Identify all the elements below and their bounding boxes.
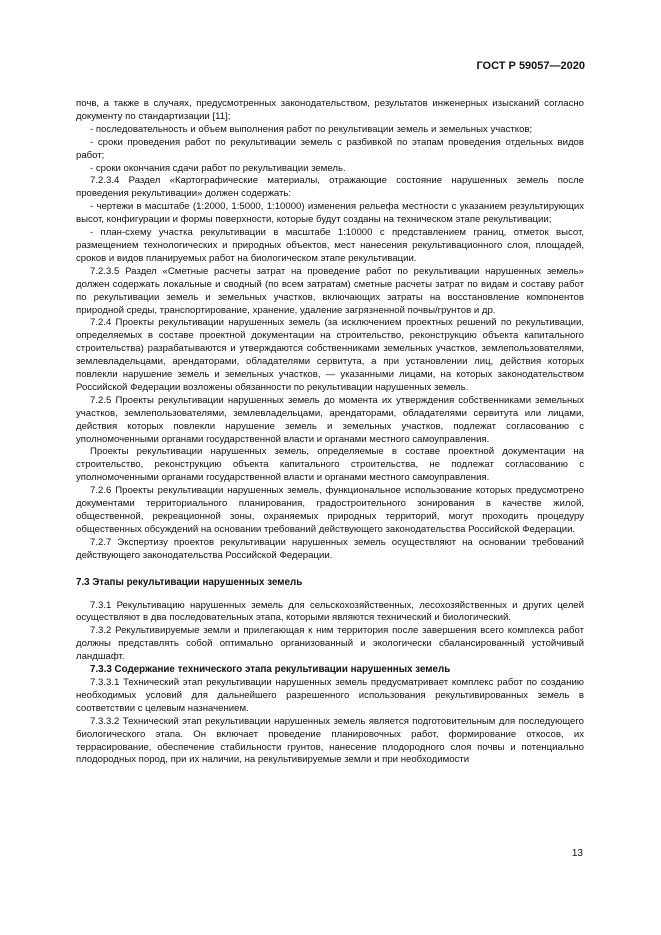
list-item: - сроки окончания сдачи работ по рекультивации земель. bbox=[90, 162, 346, 174]
clause-7-2-3-4: 7.2.3.4 Раздел «Картографические материалы, отражающие состояние нарушенных земель после проведения рекультивации» должен содержать: bbox=[76, 175, 584, 200]
list-item: - последовательность и объем выполнения работ по рекультивации земель и земельных участков; bbox=[90, 123, 533, 135]
clause-7-2-4: 7.2.4 Проекты рекультивации нарушенных земель (за исключением проектных решений по рекультивации, определяемых в составе проектной документации на строительство, реконструкцию объекта капитального строительства) разрабатываются и утверждаются собственниками земельных участков, землепользователями, землевладельцами, арендаторами, обладателями сервитута, а при установлении лиц, действия которых повлекли нарушение земель и земельных участков, — указанными лицами, на которых законодательством Российской Федерации возложены обязанности по рекультивации нарушенных земель. bbox=[76, 317, 584, 393]
clause-7-3-1: 7.3.1 Рекультивацию нарушенных земель для сельскохозяйственных, лесохозяйственных и других целей осуществляют в два последовательных этапа, которыми являются технический и биологический. bbox=[76, 599, 584, 624]
paragraph-continuation: почв, а также в случаях, предусмотренных законодательством, результатов инженерных изысканий согласно документу по стандартизации [11]; bbox=[76, 98, 584, 122]
page-number: 13 bbox=[571, 848, 583, 859]
subsection-heading-7-3-3: 7.3.3 Содержание технического этапа рекультивации нарушенных земель bbox=[90, 664, 451, 676]
clause-7-3-2: 7.3.2 Рекультивируемые земли и прилегающая к ним территория после завершения всего комплекса работ должны представлять собой оптимально организованный и экологически сбалансированный устойчивый ландшафт. bbox=[76, 625, 584, 663]
document-header: ГОСТ Р 59057—2020 bbox=[476, 60, 585, 72]
document-body bbox=[76, 98, 584, 767]
list-item: - сроки проведения работ по рекультивации земель с разбивкой по этапам проведения отдельных видов работ; bbox=[76, 136, 584, 161]
clause-7-2-7: 7.2.7 Экспертизу проектов рекультивации нарушенных земель осуществляют на основании требований действующего законодательства Российской Федерации. bbox=[76, 536, 584, 561]
list-item: - план-схему участка рекультивации в масштабе 1:10000 с представлением границ, отметок высот, размещением технологических и природных объектов, мест нанесения рекультивационного слоя, площадей, сроков и видов планируемых работ на биологическом этапе рекультивации. bbox=[76, 227, 584, 264]
clause-7-2-5-cont: Проекты рекультивации нарушенных земель, определяемые в составе проектной документации на строительство, реконструкцию объекта капитального строительства, не подлежат согласованию с уполномоченными органами государственной власти и органами местного самоуправления. bbox=[76, 446, 584, 484]
clause-7-2-5: 7.2.5 Проекты рекультивации нарушенных земель до момента их утверждения собственниками земельных участков, землепользователями, землевладельцами, арендаторами, обладателями сервитута или лицами, действия которых повлекли нарушение земель и земельных участков, подлежат согласованию с уполномоченными органами государственной власти и органами местного самоуправления. bbox=[76, 394, 584, 445]
clause-7-2-3-5: 7.2.3.5 Раздел «Сметные расчеты затрат на проведение работ по рекультивации нарушенных земель» должен содержать локальные и сводный (по всем затратам) сметные расчеты затрат по видам и составу работ по рекультивации земель и земельных участков, включающих затраты на восстановление компонентов природной среды, транспортирование, хранение, удаление загрязненной почвы/грунтов и др. bbox=[76, 265, 584, 316]
clause-7-3-3-1: 7.3.3.1 Технический этап рекультивации нарушенных земель предусматривает комплекс работ по созданию необходимых условий для дальнейшего разрешенного использования рекультивированных земель в соответствии с целевым назначением. bbox=[76, 676, 584, 714]
list-item: - чертежи в масштабе (1:2000, 1:5000, 1:10000) изменения рельефа местности с указанием результирующих высот, конфигурации и формы поверхности, которые будут созданы на техническом этапе рекультивации; bbox=[76, 201, 584, 226]
clause-7-2-6: 7.2.6 Проекты рекультивации нарушенных земель, функциональное использование которых предусмотрено документами территориального планирования, градостроительного зонирования в качестве жилой, общественной, рекреационной зоны, охраняемых природных территорий, могут проходить процедуру общественных обсуждений на основании требований действующего законодательства Российской Федерации. bbox=[76, 485, 584, 535]
section-heading-7-3: 7.3 Этапы рекультивации нарушенных земель bbox=[76, 576, 303, 588]
clause-7-3-3-2: 7.3.3.2 Технический этап рекультивации нарушенных земель является подготовительным для последующего биологического этапа. Он включает проведение планировочных работ, формирование откосов, их террасирование, обеспечение стабильности грунтов, нанесение плодородного слоя почвы и потенциально плодородных пород, при их наличии, на рекультивируемые земли и при необходимости bbox=[76, 715, 584, 766]
